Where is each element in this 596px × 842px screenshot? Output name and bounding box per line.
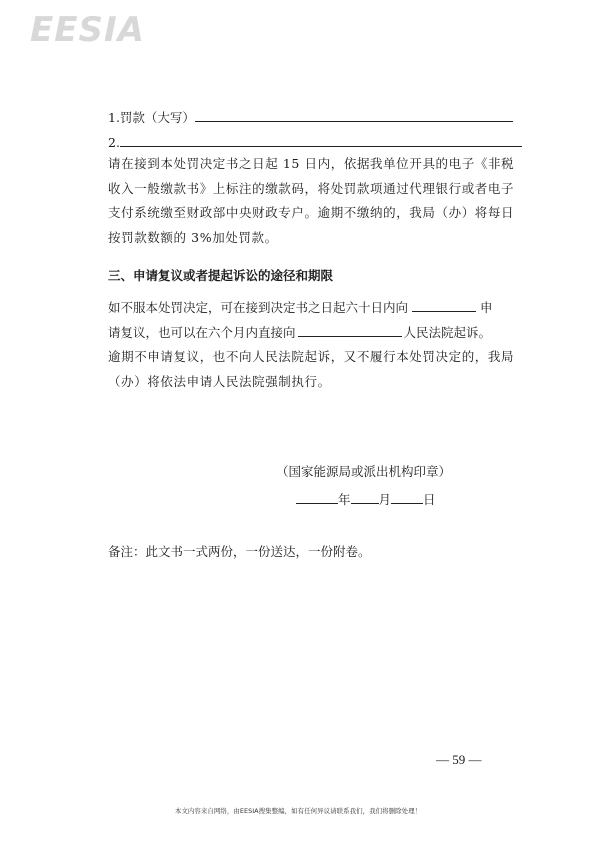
review-authority-blank[interactable] <box>412 298 476 312</box>
year-label: 年 <box>338 492 351 507</box>
section3-heading: 三、申请复议或者提起诉讼的途径和期限 <box>108 268 334 283</box>
day-blank[interactable] <box>391 490 423 504</box>
appeal-line-1 <box>108 298 493 316</box>
footer-note: 本文内容来自网络，由EESIA搜集整编，如有任何异议请联系我们，我们将删除处理！ <box>174 807 422 815</box>
appeal-line1-prefix: 如不服本处罚决定，可在接到决定书之日起六十日内向 <box>108 300 409 315</box>
fine-item1-label: 1.罚款（大写） <box>108 110 195 125</box>
year-blank[interactable] <box>296 490 338 504</box>
enforcement-paragraph: 逾期不申请复议，也不向人民法院起诉，又不履行本处罚决定的，我局（办）将依法申请人民法院强制执行。 <box>108 349 515 389</box>
fine-item2-label: 2. <box>108 135 120 150</box>
date-line <box>296 490 436 508</box>
payment-paragraph: 请在接到本处罚决定书之日起 15 日内，依据我单位开具的电子《非税收入一般缴款书》上标注的缴款码，将处罚款项通过代理银行或者电子支付系统缴至财政部中央财政专户。逾期不缴纳的，我局（办）将每日按罚款数额的 3%加处罚款。 <box>108 156 515 245</box>
remark: 备注：此文书一式两份，一份送达，一份附卷。 <box>108 544 371 559</box>
seal-text: （国家能源局或派出机构印章） <box>276 464 452 479</box>
fine-line-1 <box>108 108 513 126</box>
page-number: — 59 — <box>436 752 482 767</box>
fine-line-2 <box>108 133 522 150</box>
fine-item2-blank[interactable] <box>120 133 522 147</box>
month-label: 月 <box>378 492 392 507</box>
appeal-line2-prefix: 请复议，也可以在六个月内直接向 <box>108 325 296 340</box>
day-label: 日 <box>423 492 436 507</box>
appeal-line-2 <box>108 323 491 341</box>
appeal-line1-suffix: 申 <box>480 300 493 315</box>
fine-amount-blank[interactable] <box>195 108 513 122</box>
month-blank[interactable] <box>351 490 379 504</box>
appeal-line2-suffix: 人民法院起诉。 <box>403 325 492 340</box>
court-blank[interactable] <box>298 323 402 337</box>
eesia-logo: EESIA <box>30 10 145 50</box>
